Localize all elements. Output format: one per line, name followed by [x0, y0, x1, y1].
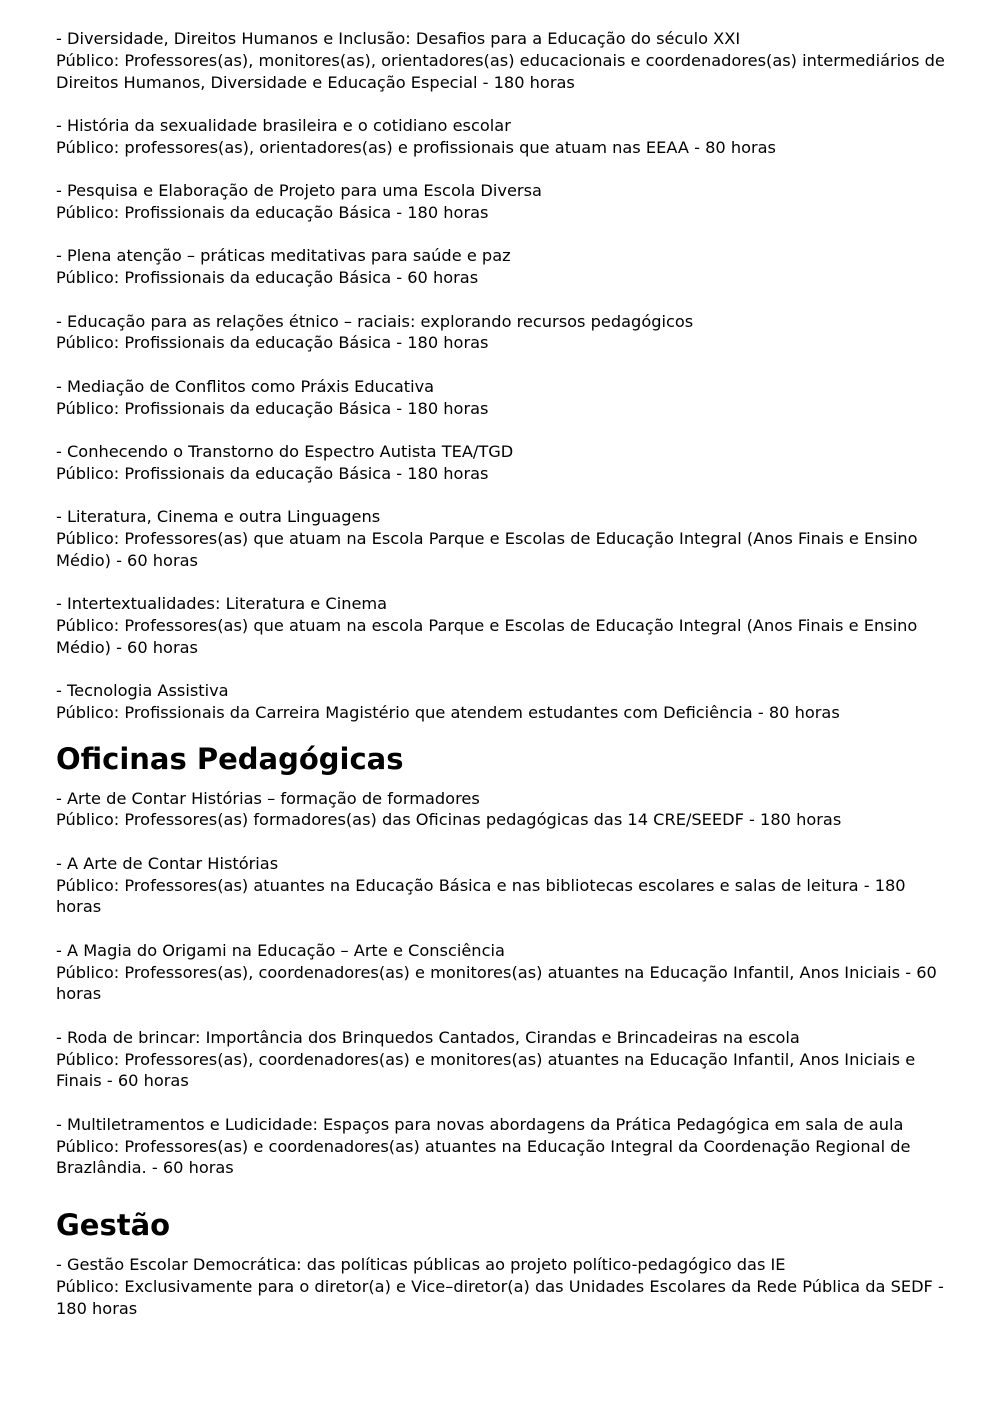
- course-entry: [56, 311, 946, 355]
- course-audience: Público: Professores(as), coordenadores(as) e monitores(as) atuantes na Educação Infantil, Anos Iniciais - 60 horas: [56, 962, 937, 1004]
- course-entry: [56, 1027, 946, 1092]
- course-entry: [56, 680, 946, 724]
- course-title: - Multiletramentos e Ludicidade: Espaços para novas abordagens da Prática Pedagógica em sala de aula: [56, 1114, 904, 1134]
- course-entry: [56, 506, 946, 571]
- course-entry: [56, 180, 946, 224]
- course-entry: [56, 1114, 946, 1179]
- course-title: - A Arte de Contar Histórias: [56, 853, 279, 873]
- course-audience: Público: Profissionais da educação Básica - 180 horas: [56, 398, 489, 418]
- course-title: - Conhecendo o Transtorno do Espectro Autista TEA/TGD: [56, 441, 514, 461]
- course-audience: Público: Professores(as) que atuam na Escola Parque e Escolas de Educação Integral (Anos Finais e Ensino Médio) - 60 horas: [56, 528, 918, 570]
- course-audience: Público: Profissionais da educação Básica - 180 horas: [56, 202, 489, 222]
- course-audience: Público: Profissionais da educação Básica - 180 horas: [56, 463, 489, 483]
- course-entry: [56, 1254, 946, 1319]
- course-entry: [56, 376, 946, 420]
- course-audience: Público: Professores(as) e coordenadores(as) atuantes na Educação Integral da Coordenação Regional de Brazlândia. - 60 horas: [56, 1136, 911, 1178]
- section-heading: Gestão: [56, 1208, 171, 1243]
- course-audience: Público: Profissionais da Carreira Magistério que atendem estudantes com Deficiência - 80 horas: [56, 702, 840, 722]
- course-title: - História da sexualidade brasileira e o cotidiano escolar: [56, 115, 511, 135]
- course-entry: [56, 28, 946, 93]
- course-title: - Pesquisa e Elaboração de Projeto para uma Escola Diversa: [56, 181, 542, 201]
- course-audience: Público: Professores(as) formadores(as) das Oficinas pedagógicas das 14 CRE/SEEDF - 180 horas: [56, 810, 842, 830]
- course-title: - Intertextualidades: Literatura e Cinema: [56, 594, 388, 614]
- section-heading: Oficinas Pedagógicas: [56, 741, 404, 776]
- document-page: [56, 28, 946, 1320]
- course-title: - Diversidade, Direitos Humanos e Inclusão: Desafios para a Educação do século XXI: [56, 29, 741, 48]
- course-audience: Público: Professores(as), coordenadores(as) e monitores(as) atuantes na Educação Infantil, Anos Iniciais e Finais - 60 horas: [56, 1049, 916, 1091]
- course-entry: [56, 853, 946, 918]
- course-title: - Arte de Contar Histórias – formação de formadores: [56, 788, 480, 808]
- section-gestao: [56, 1208, 946, 1319]
- course-audience: Público: professores(as), orientadores(as) e profissionais que atuam nas EEAA - 80 horas: [56, 137, 776, 157]
- course-title: - Plena atenção – práticas meditativas para saúde e paz: [56, 246, 511, 266]
- section-oficinas-pedagogicas: [56, 742, 946, 1180]
- course-audience: Público: Professores(as) atuantes na Educação Básica e nas bibliotecas escolares e salas de leitura - 180 horas: [56, 875, 906, 917]
- course-entry: [56, 245, 946, 289]
- course-entry: [56, 441, 946, 485]
- course-list-continued: [56, 28, 946, 724]
- course-audience: Público: Professores(as) que atuam na escola Parque e Escolas de Educação Integral (Anos Finais e Ensino Médio) - 60 horas: [56, 615, 918, 657]
- course-audience: Público: Professores(as), monitores(as), orientadores(as) educacionais e coordenadores(as) intermediários de Direitos Humanos, Diversidade e Educação Especial - 180 horas: [56, 50, 945, 92]
- course-title: - A Magia do Origami na Educação – Arte e Consciência: [56, 940, 505, 960]
- course-entry: [56, 788, 946, 832]
- course-entry: [56, 940, 946, 1005]
- course-title: - Gestão Escolar Democrática: das políticas públicas ao projeto político-pedagógico das IE: [56, 1255, 786, 1275]
- course-entry: [56, 593, 946, 658]
- course-title: - Educação para as relações étnico – raciais: explorando recursos pedagógicos: [56, 311, 694, 331]
- course-audience: Público: Exclusivamente para o diretor(a) e Vice–diretor(a) das Unidades Escolares da Rede Pública da SEDF - 180 horas: [56, 1277, 944, 1318]
- course-title: - Tecnologia Assistiva: [56, 681, 229, 701]
- course-title: - Roda de brincar: Importância dos Brinquedos Cantados, Cirandas e Brincadeiras na escola: [56, 1027, 800, 1047]
- course-title: - Mediação de Conflitos como Práxis Educativa: [56, 376, 435, 396]
- course-audience: Público: Profissionais da educação Básica - 60 horas: [56, 268, 479, 288]
- course-title: - Literatura, Cinema e outra Linguagens: [56, 507, 381, 527]
- course-entry: [56, 115, 946, 159]
- course-audience: Público: Profissionais da educação Básica - 180 horas: [56, 333, 489, 353]
